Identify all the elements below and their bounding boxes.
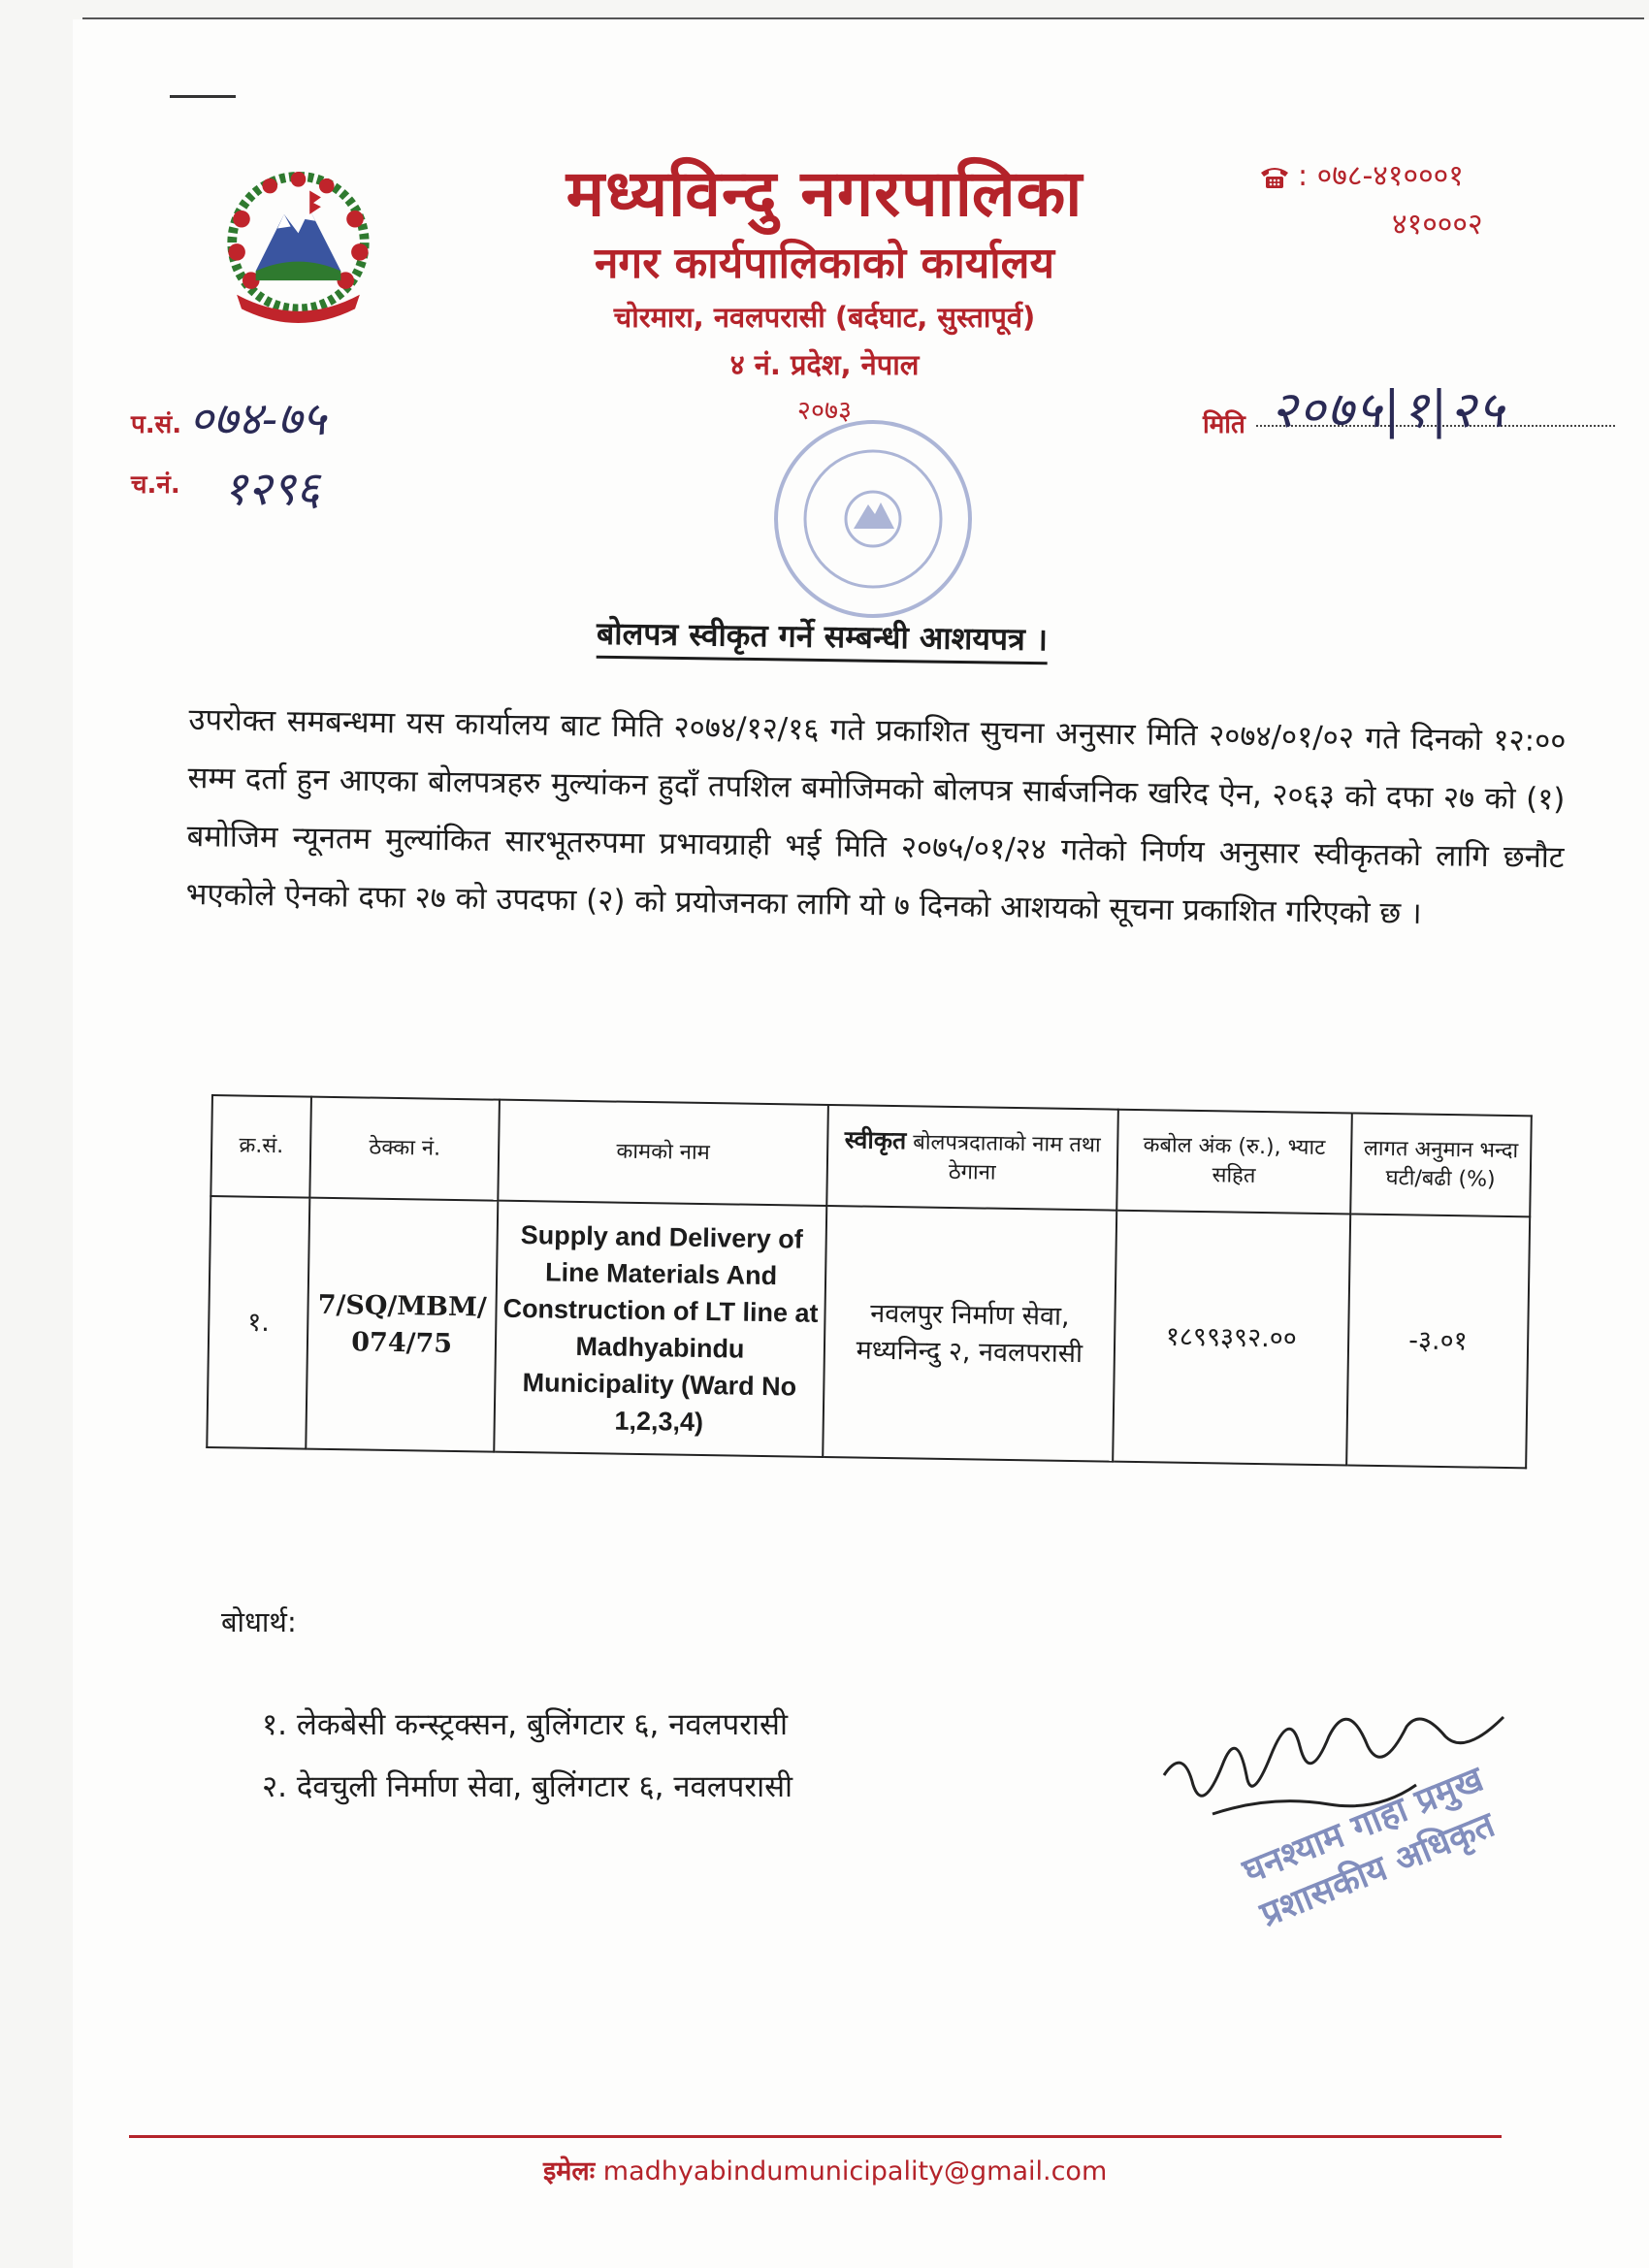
footer-email-address[interactable]: madhyabindumunicipality@gmail.com	[602, 2156, 1108, 2187]
header-bidder	[826, 1105, 1117, 1211]
bid-acceptance-table	[206, 1094, 1533, 1469]
cell-variance: -३.०१	[1346, 1214, 1530, 1468]
footer-email-label: इमेलः	[543, 2156, 596, 2187]
header-bidder-rest: बोलपत्रदाताको नाम तथा ठेगाना	[913, 1130, 1101, 1185]
phone-number-2: ४१०००२	[1392, 208, 1483, 242]
footer-email	[543, 2152, 1107, 2187]
established-year: २०७३	[796, 396, 853, 426]
cell-work-name: Supply and Delivery of Line Materials And Construction of LT line at Madhyabindu Municipality (Ward No 1,2,3,4)	[494, 1201, 826, 1457]
letter-body: उपरोक्त समबन्धमा यस कार्यालय बाट मिति २०७४/१२/१६ गते प्रकाशित सुचना अनुसार मिति २०७४/०१/०२ गते दिनको १२:०० सम्म दर्ता हुन आएका बोलपत्रहरु मुल्यांकन हुदाँ तपशिल बमोजिमको बोलपत्र सार्बजनिक खरिद ऐन, २०६३ को दफा २७ को (१) बमोजिम न्यूनतम मुल्यांकित सारभूतरुपमा प्रभावग्राही भई मिति २०७५/०१/२४ गतेको निर्णय अनुसार स्वीकृतको लागि छनौट भएकोले ऐनको दफा २७ को उपदफा (२) को प्रयोजनका लागि यो ७ दिनको आशयको सूचना प्रकाशित गरिएको छ ।	[185, 701, 1567, 931]
phone-number-1: : ०७८-४१०००१	[1298, 159, 1464, 193]
signatory-stamp: घनश्याम गाहा प्रमुख प्रशासकीय अधिकृत	[1237, 1759, 1501, 1935]
header-variance: लागत अनुमान भन्दा घटी/बढी (%)	[1350, 1113, 1532, 1216]
table-row	[207, 1196, 1530, 1468]
header-contract-no: ठेक्का नं.	[310, 1097, 500, 1201]
copy-to-item: २. देवचुली निर्माण सेवा, बुलिंगटार ६, नवलपरासी	[262, 1769, 793, 1804]
cn-value: १२९६	[223, 462, 320, 516]
header-amount: कबोल अंक (रु.), भ्याट सहित	[1116, 1110, 1352, 1215]
address-line-2: ४ नं. प्रदेश, नेपाल	[729, 348, 920, 381]
municipality-title: मध्यविन्दु नगरपालिका	[566, 156, 1083, 231]
office-seal-stamp	[757, 407, 989, 631]
footer-divider	[129, 2135, 1502, 2138]
office-subtitle: नगर कार्यपालिकाको कार्यालय	[595, 239, 1054, 288]
cn-label: च.नं.	[131, 470, 180, 500]
municipality-emblem	[204, 160, 393, 335]
top-dash-mark	[170, 95, 236, 98]
date-label: मिति	[1203, 410, 1245, 439]
cell-amount: १८९९३९२.००	[1113, 1211, 1350, 1466]
telephone-icon	[1259, 163, 1290, 190]
address-line-1: चोरमारा, नवलपरासी (बर्दघाट, सुस्तापूर्व)	[613, 301, 1036, 334]
copy-to-item: १. लेकबेसी कन्स्ट्रक्सन, बुलिंगटार ६, नवलपरासी	[262, 1707, 788, 1742]
letter-subject: बोलपत्र स्वीकृत गर्ने सम्बन्धी आशयपत्र ।	[597, 613, 1049, 664]
ps-label: प.सं.	[131, 410, 182, 439]
ps-value: ०७४-७५	[189, 392, 327, 446]
cell-sn: १.	[207, 1196, 309, 1449]
cell-bidder: नवलपुर निर्माण सेवा, मध्यनिन्दु २, नवलपरासी	[823, 1206, 1116, 1462]
cell-contract-no: 7/SQ/MBM/ 074/75	[307, 1198, 499, 1452]
header-sn: क्र.सं.	[210, 1095, 311, 1198]
header-work-name: कामको नाम	[498, 1100, 828, 1206]
date-value: २०७५|१|२५	[1271, 381, 1506, 439]
copy-to-heading: बोधार्थ:	[221, 1605, 297, 1638]
header-bidder-bold: स्वीकृत	[844, 1125, 907, 1155]
top-border-line	[82, 17, 1644, 19]
